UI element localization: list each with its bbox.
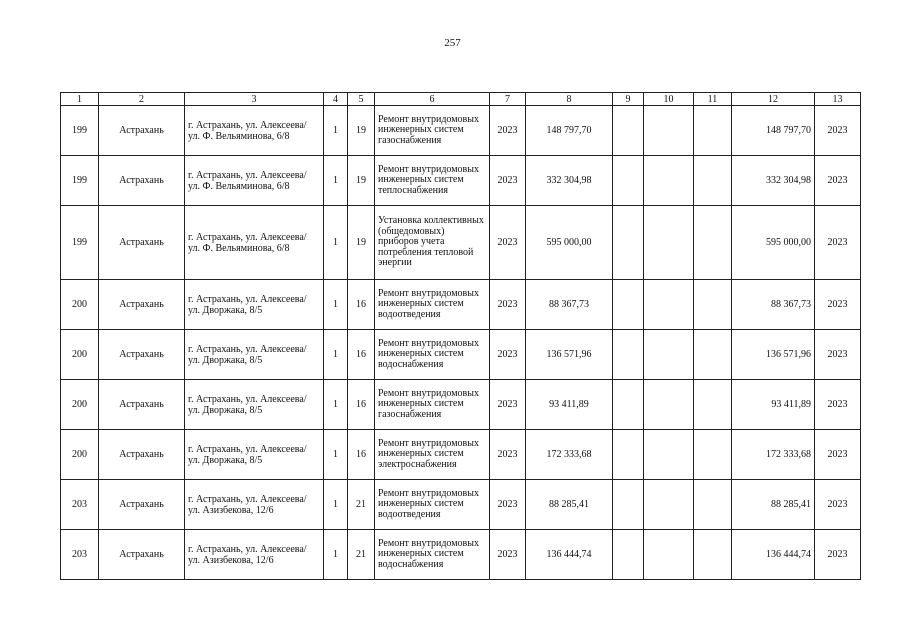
col9-cell xyxy=(613,206,644,280)
total-cell: 332 304,98 xyxy=(732,156,815,206)
col9-cell xyxy=(613,106,644,156)
address-cell: г. Астрахань, ул. Алексеева/ ул. Ф. Вельяминова, 6/8 xyxy=(185,156,324,206)
table-row xyxy=(61,280,861,330)
col4-cell: 1 xyxy=(324,206,348,280)
row-number: 199 xyxy=(61,106,99,156)
row-number: 199 xyxy=(61,206,99,280)
row-number: 200 xyxy=(61,380,99,430)
cost-cell: 595 000,00 xyxy=(526,206,613,280)
address-cell: г. Астрахань, ул. Алексеева/ ул. Азизбекова, 12/6 xyxy=(185,480,324,530)
work-type-cell: Установка коллективных (общедомовых) приборов учета потребления тепловой энергии xyxy=(375,206,490,280)
col9-cell xyxy=(613,330,644,380)
col9-cell xyxy=(613,430,644,480)
table-row xyxy=(61,530,861,580)
column-number-6: 6 xyxy=(375,93,490,106)
table-body xyxy=(61,93,861,580)
city-cell: Астрахань xyxy=(99,430,185,480)
capital-repair-table xyxy=(60,92,861,580)
table-row xyxy=(61,330,861,380)
col5-cell: 16 xyxy=(348,430,375,480)
col10-cell xyxy=(644,156,694,206)
col4-cell: 1 xyxy=(324,380,348,430)
year-cell: 2023 xyxy=(490,330,526,380)
col11-cell xyxy=(694,430,732,480)
year-cell: 2023 xyxy=(490,206,526,280)
column-number-13: 13 xyxy=(815,93,861,106)
cost-cell: 88 285,41 xyxy=(526,480,613,530)
col4-cell: 1 xyxy=(324,156,348,206)
col4-cell: 1 xyxy=(324,106,348,156)
col9-cell xyxy=(613,156,644,206)
col10-cell xyxy=(644,480,694,530)
column-number-row xyxy=(61,93,861,106)
table-row xyxy=(61,480,861,530)
col4-cell: 1 xyxy=(324,430,348,480)
column-number-12: 12 xyxy=(732,93,815,106)
cost-cell: 88 367,73 xyxy=(526,280,613,330)
col11-cell xyxy=(694,156,732,206)
address-cell: г. Астрахань, ул. Алексеева/ ул. Ф. Вельяминова, 6/8 xyxy=(185,206,324,280)
city-cell: Астрахань xyxy=(99,206,185,280)
year-cell: 2023 xyxy=(490,106,526,156)
col5-cell: 21 xyxy=(348,530,375,580)
col10-cell xyxy=(644,280,694,330)
table-row xyxy=(61,380,861,430)
col11-cell xyxy=(694,280,732,330)
address-cell: г. Астрахань, ул. Алексеева/ ул. Дворжака, 8/5 xyxy=(185,380,324,430)
column-number-7: 7 xyxy=(490,93,526,106)
col5-cell: 16 xyxy=(348,330,375,380)
col9-cell xyxy=(613,530,644,580)
total-cell: 136 444,74 xyxy=(732,530,815,580)
city-cell: Астрахань xyxy=(99,380,185,430)
col11-cell xyxy=(694,380,732,430)
year-cell: 2023 xyxy=(490,280,526,330)
end-year-cell: 2023 xyxy=(815,480,861,530)
column-number-10: 10 xyxy=(644,93,694,106)
page-number: 257 xyxy=(444,37,461,49)
row-number: 200 xyxy=(61,430,99,480)
total-cell: 595 000,00 xyxy=(732,206,815,280)
work-type-cell: Ремонт внутридомовых инженерных систем газоснабжения xyxy=(375,106,490,156)
col4-cell: 1 xyxy=(324,280,348,330)
col5-cell: 19 xyxy=(348,206,375,280)
cost-cell: 136 571,96 xyxy=(526,330,613,380)
row-number: 203 xyxy=(61,480,99,530)
col5-cell: 16 xyxy=(348,380,375,430)
col10-cell xyxy=(644,106,694,156)
col5-cell: 21 xyxy=(348,480,375,530)
address-cell: г. Астрахань, ул. Алексеева/ ул. Азизбекова, 12/6 xyxy=(185,530,324,580)
year-cell: 2023 xyxy=(490,380,526,430)
col5-cell: 19 xyxy=(348,156,375,206)
col11-cell xyxy=(694,530,732,580)
city-cell: Астрахань xyxy=(99,330,185,380)
total-cell: 88 367,73 xyxy=(732,280,815,330)
col10-cell xyxy=(644,330,694,380)
col4-cell: 1 xyxy=(324,330,348,380)
cost-cell: 332 304,98 xyxy=(526,156,613,206)
col5-cell: 19 xyxy=(348,106,375,156)
row-number: 203 xyxy=(61,530,99,580)
work-type-cell: Ремонт внутридомовых инженерных систем водоснабжения xyxy=(375,530,490,580)
column-number-3: 3 xyxy=(185,93,324,106)
cost-cell: 148 797,70 xyxy=(526,106,613,156)
row-number: 199 xyxy=(61,156,99,206)
col11-cell xyxy=(694,480,732,530)
col10-cell xyxy=(644,206,694,280)
cost-cell: 136 444,74 xyxy=(526,530,613,580)
total-cell: 172 333,68 xyxy=(732,430,815,480)
city-cell: Астрахань xyxy=(99,156,185,206)
column-number-4: 4 xyxy=(324,93,348,106)
end-year-cell: 2023 xyxy=(815,206,861,280)
col4-cell: 1 xyxy=(324,530,348,580)
total-cell: 88 285,41 xyxy=(732,480,815,530)
total-cell: 136 571,96 xyxy=(732,330,815,380)
col4-cell: 1 xyxy=(324,480,348,530)
total-cell: 148 797,70 xyxy=(732,106,815,156)
col9-cell xyxy=(613,380,644,430)
year-cell: 2023 xyxy=(490,430,526,480)
cost-cell: 172 333,68 xyxy=(526,430,613,480)
col11-cell xyxy=(694,206,732,280)
address-cell: г. Астрахань, ул. Алексеева/ ул. Ф. Вельяминова, 6/8 xyxy=(185,106,324,156)
work-type-cell: Ремонт внутридомовых инженерных систем электроснабжения xyxy=(375,430,490,480)
work-type-cell: Ремонт внутридомовых инженерных систем водоснабжения xyxy=(375,330,490,380)
work-type-cell: Ремонт внутридомовых инженерных систем водоотведения xyxy=(375,280,490,330)
col9-cell xyxy=(613,480,644,530)
column-number-9: 9 xyxy=(613,93,644,106)
end-year-cell: 2023 xyxy=(815,430,861,480)
table-row xyxy=(61,206,861,280)
table-row xyxy=(61,156,861,206)
end-year-cell: 2023 xyxy=(815,156,861,206)
cost-cell: 93 411,89 xyxy=(526,380,613,430)
work-type-cell: Ремонт внутридомовых инженерных систем теплоснабжения xyxy=(375,156,490,206)
end-year-cell: 2023 xyxy=(815,330,861,380)
column-number-2: 2 xyxy=(99,93,185,106)
col11-cell xyxy=(694,330,732,380)
table-row xyxy=(61,430,861,480)
col9-cell xyxy=(613,280,644,330)
column-number-11: 11 xyxy=(694,93,732,106)
address-cell: г. Астрахань, ул. Алексеева/ ул. Дворжака, 8/5 xyxy=(185,330,324,380)
work-type-cell: Ремонт внутридомовых инженерных систем газоснабжения xyxy=(375,380,490,430)
city-cell: Астрахань xyxy=(99,480,185,530)
row-number: 200 xyxy=(61,330,99,380)
col10-cell xyxy=(644,530,694,580)
work-type-cell: Ремонт внутридомовых инженерных систем водоотведения xyxy=(375,480,490,530)
col5-cell: 16 xyxy=(348,280,375,330)
year-cell: 2023 xyxy=(490,530,526,580)
city-cell: Астрахань xyxy=(99,106,185,156)
end-year-cell: 2023 xyxy=(815,530,861,580)
year-cell: 2023 xyxy=(490,480,526,530)
total-cell: 93 411,89 xyxy=(732,380,815,430)
end-year-cell: 2023 xyxy=(815,380,861,430)
column-number-5: 5 xyxy=(348,93,375,106)
column-number-8: 8 xyxy=(526,93,613,106)
col10-cell xyxy=(644,380,694,430)
col10-cell xyxy=(644,430,694,480)
city-cell: Астрахань xyxy=(99,530,185,580)
year-cell: 2023 xyxy=(490,156,526,206)
column-number-1: 1 xyxy=(61,93,99,106)
row-number: 200 xyxy=(61,280,99,330)
table-row xyxy=(61,106,861,156)
end-year-cell: 2023 xyxy=(815,106,861,156)
end-year-cell: 2023 xyxy=(815,280,861,330)
address-cell: г. Астрахань, ул. Алексеева/ ул. Дворжака, 8/5 xyxy=(185,430,324,480)
col11-cell xyxy=(694,106,732,156)
city-cell: Астрахань xyxy=(99,280,185,330)
address-cell: г. Астрахань, ул. Алексеева/ ул. Дворжака, 8/5 xyxy=(185,280,324,330)
